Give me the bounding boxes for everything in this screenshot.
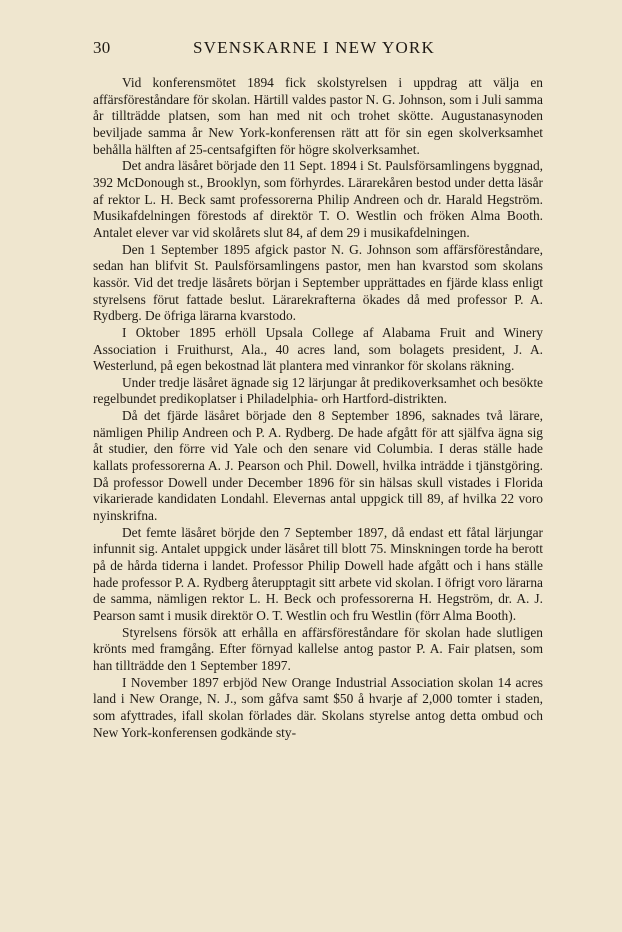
paragraph: Vid konferensmötet 1894 fick skolstyrelsen i uppdrag att välja en affärsföreståndare för skolan. Härtill valdes pastor N. G. Johnson, som i Juli samma år tillträdde platsen, som han med nit och trohet skötte. Augustanasynoden beviljade samma år New York-konferensen rätt att för sin egen skolverksamhet behålla hälften af 25-centsafgiften för högre skolverksamhet.	[93, 75, 543, 157]
paragraph: Under tredje läsåret ägnade sig 12 lärjungar åt predikoverksamhet och besökte regelbundet predikoplatser i Philadelphia- orh Hartford-distrikten.	[93, 374, 543, 407]
paragraph: I November 1897 erbjöd New Orange Industrial Association skolan 14 acres land i New Orange, N. J., som gåfva samt $50 å hvarje af 2,000 tomter i staden, som afyttrades, ifall skolan förlades där. Skolans styrelse antog detta ombud och New York-konferensen godkände sty-	[93, 674, 543, 740]
paragraph: Det femte läsåret börjde den 7 September 1897, då endast ett fåtal lärjungar infunnit sig. Antalet uppgick under läsåret till blott 75. Minskningen torde ha berott på de hårda tiderna i landet. Professor Philip Dowell hade afgått och i hans ställe hade professor P. A. Rydberg återupptagit sitt arbete vid skolan. I öfrigt voro lärarna de samma, nämligen rektor L. H. Beck och professorerna H. Hegström, dr. A. J. Pearson samt i musik direktör O. T. Westlin och fru Westlin (förr Alma Booth).	[93, 524, 543, 623]
paragraph: Den 1 September 1895 afgick pastor N. G. Johnson som affärsföreståndare, sedan han blifvit St. Paulsförsamlingens pastor, men han kvarstod som skolans kassör. Vid det tredje läsårets början i September upprättades en fjärde klass enligt styrelsens förut fattade beslut. Lärarekrafterna ökades då med professor P. A. Rydberg. De öfriga lärarna kvarstodo.	[93, 241, 543, 324]
paragraph: Styrelsens försök att erhålla en affärsföreståndare för skolan hade slutligen krönts med framgång. Efter förnyad kallelse antog pastor P. A. Fair platsen, som han tillträdde den 1 September 1897.	[93, 624, 543, 673]
paragraph: Det andra läsåret började den 11 Sept. 1894 i St. Paulsförsamlingens byggnad, 392 McDonough st., Brooklyn, som förhyrdes. Lärarekåren bestod under detta läsår af rektor L. H. Beck samt professorerna Philip Andreen och dr. Harald Hegström. Musikafdelningen förestods af direktör T. O. Westlin och fröken Alma Booth. Antalet elever var vid skolårets slut 84, af dem 29 i musikafdelningen.	[93, 158, 543, 240]
paragraph: I Oktober 1895 erhöll Upsala College af Alabama Fruit and Winery Association i Fruithurst, Ala., 40 acres land, som bolagets president, J. A. Westerlund, på egen bekostnad lät plantera med vinrankor för skolans räkning.	[93, 324, 543, 374]
paragraph: Då det fjärde läsåret började den 8 September 1896, saknades två lärare, nämligen Philip Andreen och P. A. Rydberg. De hade afgått för att själfva ägna sig åt studier, den förre vid Yale och den senare vid Columbia. I deras ställe hade kallats professorerna A. J. Pearson och Phil. Dowell, hvilka inträdde i tjänstgöring. Då professor Dowell under December 1896 för sin hälsas skull vistades i Florida vikarierade kandidaten Londahl. Elevernas antal uppgick till 89, af hvilka 22 voro nyinskrifna.	[93, 408, 543, 524]
page-number: 30	[93, 38, 111, 57]
running-head: SVENSKARNE I NEW YORK	[193, 38, 435, 57]
body-text	[93, 75, 543, 741]
page-header	[93, 38, 543, 62]
